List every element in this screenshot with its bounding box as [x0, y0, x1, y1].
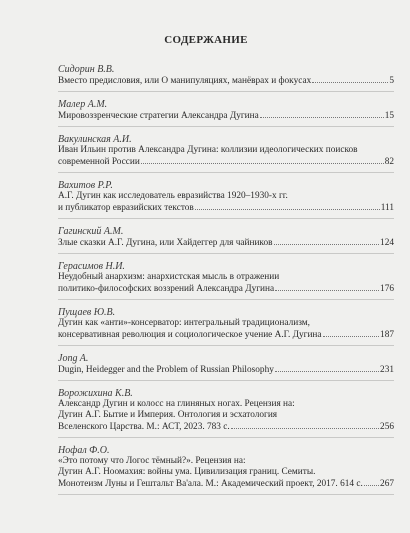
toc-entry-last-line [58, 421, 394, 433]
toc-entry [58, 445, 394, 495]
toc-entry-last-line [58, 283, 394, 295]
toc-entry-title-line: Dugin, Heidegger and the Problem of Russian Philosophy [58, 365, 274, 375]
divider [58, 91, 394, 92]
page-number: 187 [380, 330, 394, 340]
toc-entry-last-line [58, 329, 394, 341]
dot-leader [275, 364, 379, 372]
toc-entry [58, 226, 394, 254]
toc-entry-title-line: современной России [58, 157, 140, 167]
toc-entry-title-line: А.Г. Дугин как исследователь евразийства 1920–1930-х гг. [58, 191, 288, 201]
toc-entry-title-line: Дугин как «анти»-консерватор: интегральный традиционализм, [58, 318, 310, 328]
toc-entry-author: Гагинский А.М. [58, 226, 124, 237]
toc-entry-author: Вакулинская А.И. [58, 134, 132, 145]
dot-leader [323, 329, 380, 337]
dot-leader [364, 478, 379, 486]
toc-entry-author: Ворожихина К.В. [58, 388, 133, 399]
divider [58, 172, 394, 173]
toc-entry-author: Пущаев Ю.В. [58, 307, 116, 318]
page-number: 267 [380, 479, 394, 489]
divider [58, 126, 394, 127]
page-number: 256 [380, 422, 394, 432]
toc-entry-title-line: Злые сказки А.Г. Дугина, или Хайдеггер для чайников [58, 238, 273, 248]
dot-leader [275, 283, 379, 291]
toc-list [58, 64, 394, 495]
toc-entry-last-line [58, 237, 394, 249]
toc-entry-title-line: политико-философских воззрений Александра Дугина [58, 284, 275, 294]
page-number: 82 [384, 157, 394, 167]
toc-entry-title-line: Вместо предисловия, или О манипуляциях, манёврах и фокусах [58, 76, 312, 86]
page-number: 231 [380, 365, 394, 375]
dot-leader [274, 237, 380, 245]
toc-entry-author: Нофал Ф.О. [58, 445, 110, 456]
toc-entry-title-line: Дугин А.Г. Ноомахия: войны ума. Цивилизация границ. Семиты. [58, 467, 316, 477]
toc-entry [58, 134, 394, 173]
toc-entry-last-line [58, 202, 394, 214]
divider [58, 345, 394, 346]
divider [58, 494, 394, 495]
page-number: 176 [380, 284, 394, 294]
toc-entry-title-line: Иван Ильин против Александра Дугина: коллизии идеологических поисков [58, 145, 358, 155]
toc-entry-author: Jong A. [58, 353, 89, 364]
toc-entry-title-line: консервативная революция и социологическое учение А.Г. Дугина [58, 330, 322, 340]
toc-entry-title-line: Мировоззренческие стратегии Александра Дугина [58, 111, 259, 121]
divider [58, 380, 394, 381]
toc-entry-last-line [58, 156, 394, 168]
toc-entry-title-line: и публикатор евразийских текстов [58, 203, 194, 213]
page-number: 124 [380, 238, 394, 248]
page-number: 111 [380, 203, 394, 213]
toc-entry [58, 64, 394, 92]
divider [58, 253, 394, 254]
toc-entry-title-line: Вселенского Царства. М.: АСТ, 2023. 783 с. [58, 422, 230, 432]
toc-entry-title-line: Дугин А.Г. Бытие и Империя. Онтология и эсхатология [58, 410, 278, 420]
toc-entry-author: Малер А.М. [58, 99, 108, 110]
divider [58, 218, 394, 219]
dot-leader [260, 110, 384, 118]
toc-entry-author: Герасимов Н.И. [58, 261, 125, 272]
toc-entry-last-line [58, 110, 394, 122]
page-title: СОДЕРЖАНИЕ [164, 34, 248, 46]
dot-leader [141, 156, 384, 164]
toc-entry-title-line: Монотеизм Луны и Гештальт Ва'ала. М.: Академический проект, 2017. 614 с. [58, 479, 363, 489]
toc-entry-last-line [58, 75, 394, 87]
dot-leader [312, 75, 388, 83]
toc-entry [58, 307, 394, 346]
toc-entry [58, 99, 394, 127]
toc-entry-title-line: «Это потому что Логос тёмный?». Рецензия на: [58, 456, 246, 466]
toc-entry [58, 261, 394, 300]
toc-entry-author: Вахитов Р.Р. [58, 180, 113, 191]
divider [58, 299, 394, 300]
dot-leader [195, 202, 380, 210]
dot-leader [231, 421, 379, 429]
toc-entry-last-line [58, 478, 394, 490]
toc-entry-title-line: Александр Дугин и колосс на глиняных ногах. Рецензия на: [58, 399, 295, 409]
toc-entry [58, 180, 394, 219]
toc-entry [58, 388, 394, 438]
page-number: 15 [384, 111, 394, 121]
toc-entry-title-line: Неудобный анархизм: анархистская мысль в отражении [58, 272, 280, 282]
toc-entry [58, 353, 394, 381]
toc-entry-author: Сидорин В.В. [58, 64, 115, 75]
divider [58, 437, 394, 438]
page-number: 5 [389, 76, 394, 86]
toc-entry-last-line [58, 364, 394, 376]
